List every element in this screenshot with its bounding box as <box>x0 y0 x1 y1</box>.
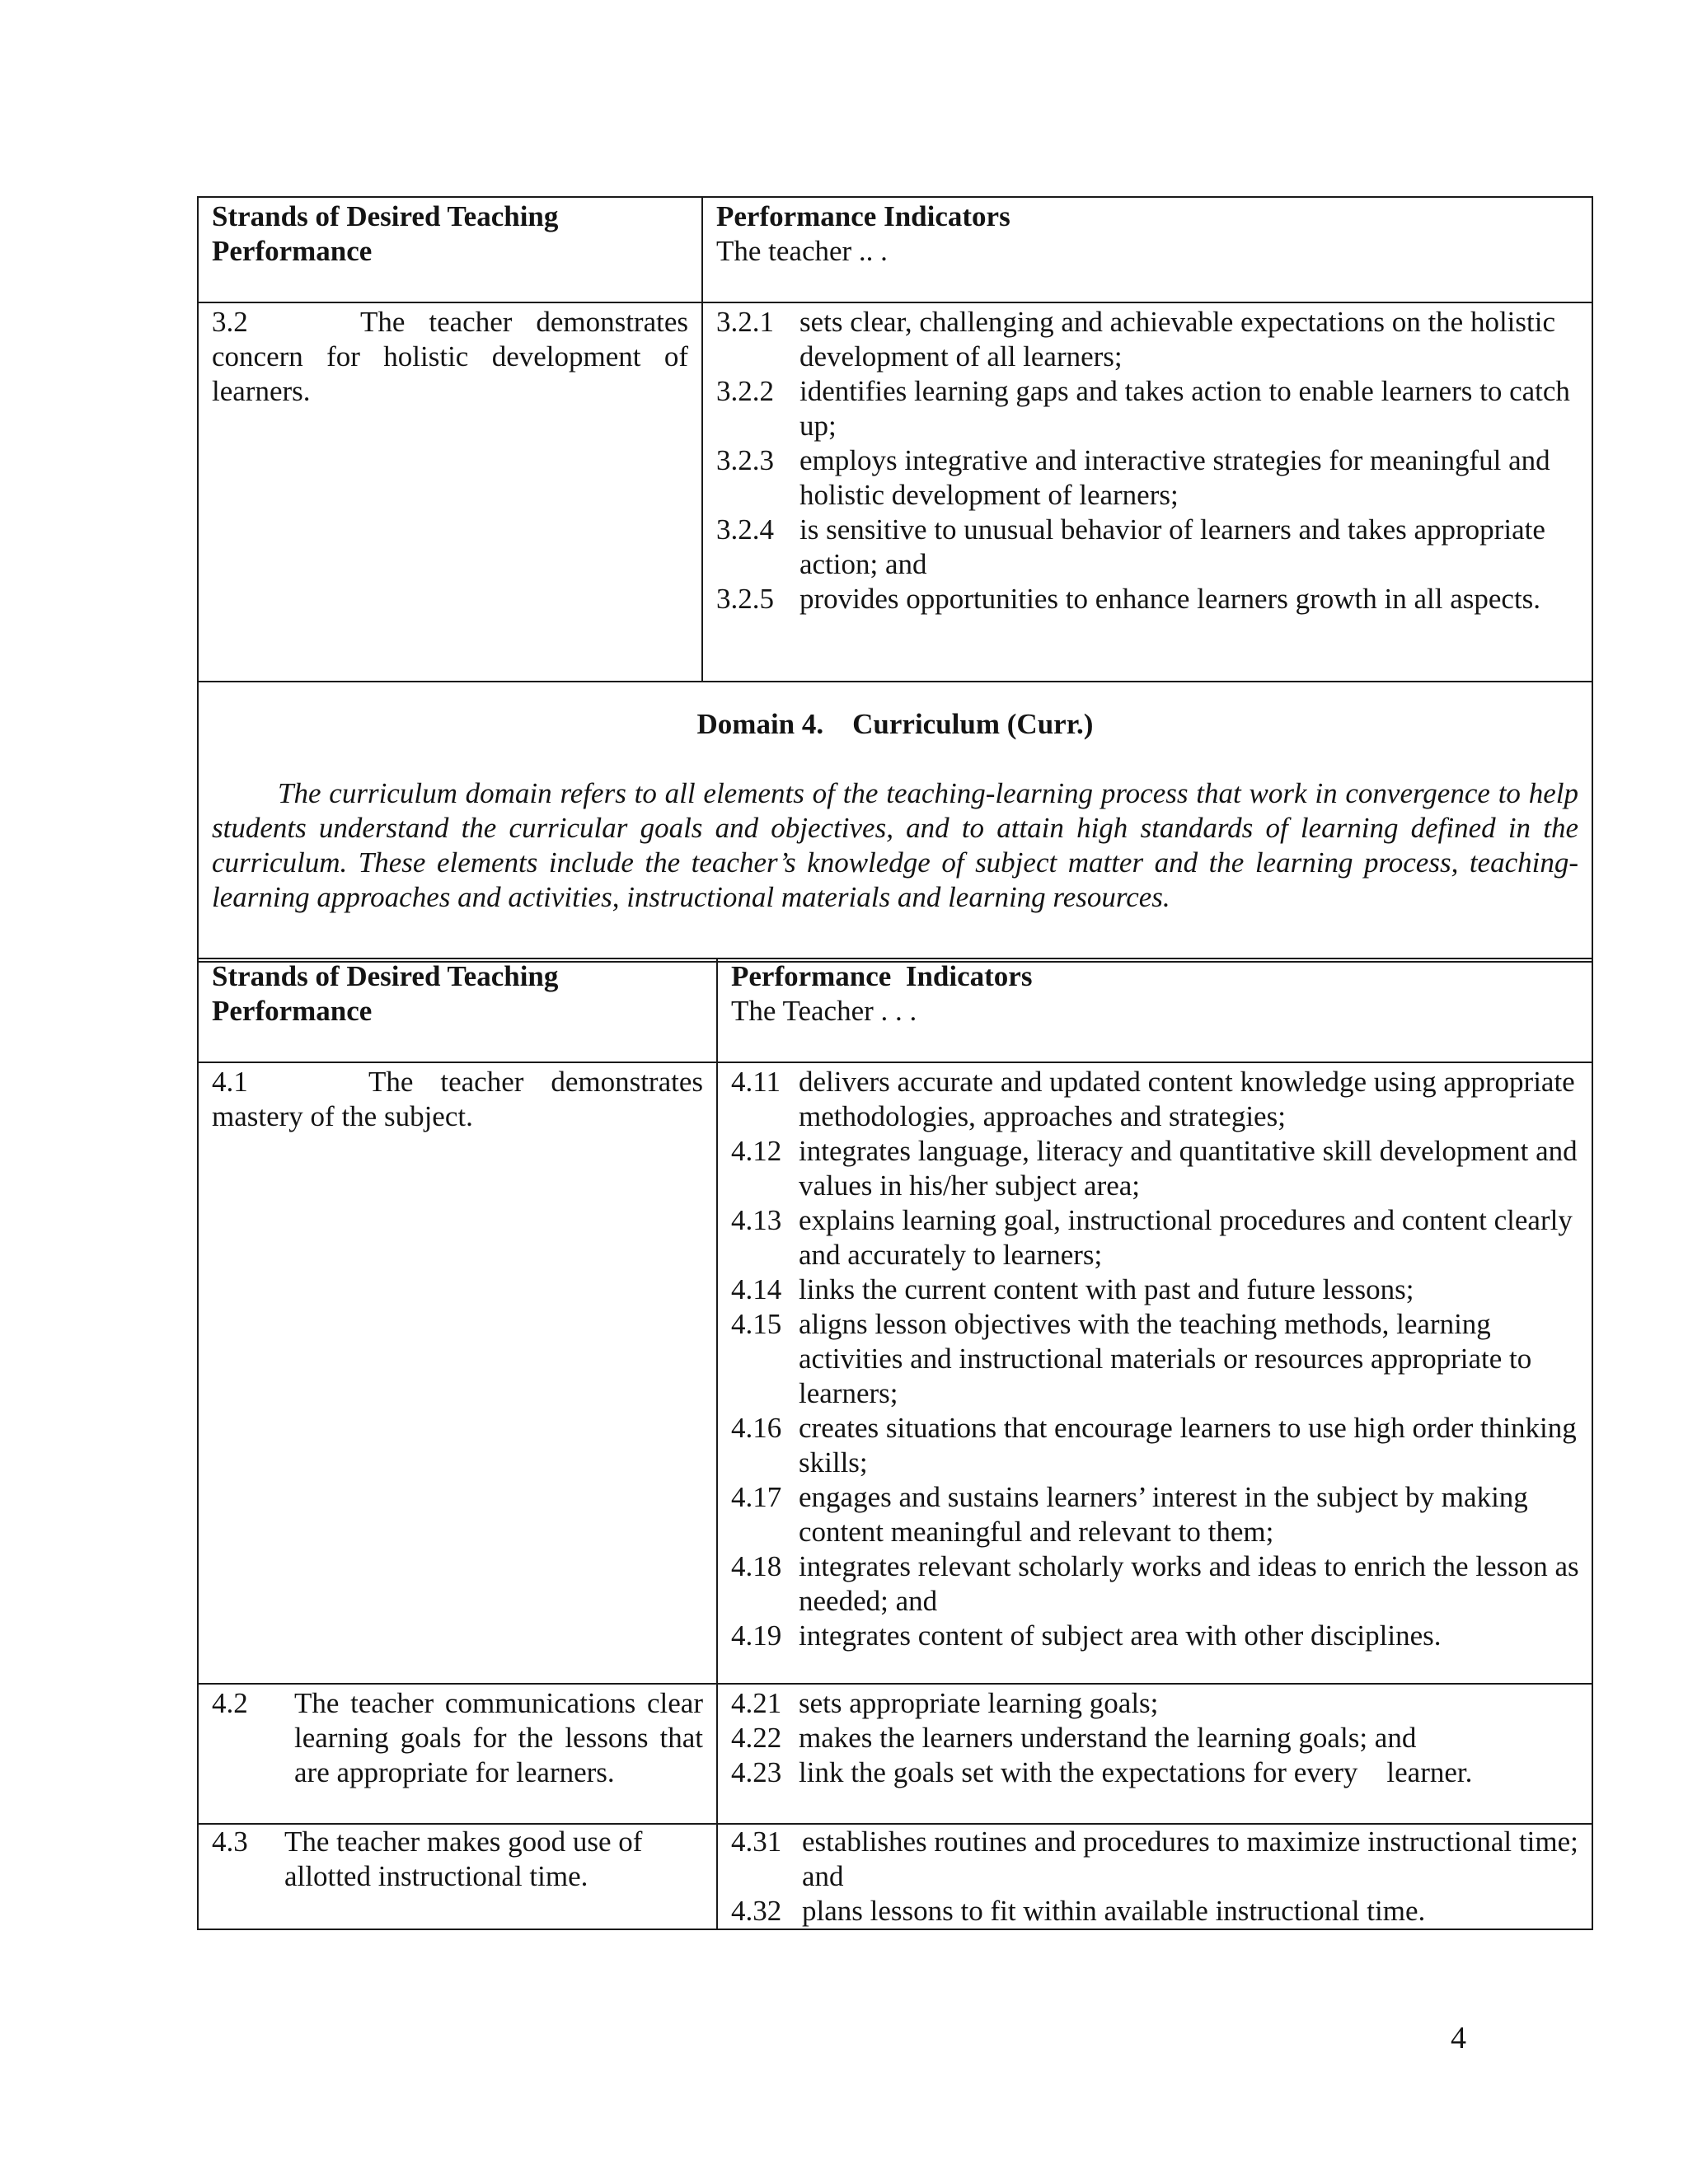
list-item: 4.16 creates situations that encourage learners to use high order thinking skills; <box>731 1412 1577 1479</box>
list-item: 4.15 aligns lesson objectives with the teaching methods, learning activities and instructional materials or resources appropriate to learners; <box>731 1308 1532 1409</box>
list-item: 4.22 makes the learners understand the learning goals; and <box>731 1722 1417 1754</box>
indicators-header: Performance Indicators <box>716 200 1010 232</box>
indicators-subheader: The teacher .. . <box>716 235 888 267</box>
list-item: 4.19 integrates content of subject area with other disciplines. <box>731 1619 1442 1652</box>
list-item: 4.23 link the goals set with the expectations for every learner. <box>731 1756 1473 1788</box>
strand-text: 4.2 The teacher communications clear learning goals for the lessons that are appropriate for learners. <box>212 1687 703 1788</box>
list-item: 3.2.5 provides opportunities to enhance learners growth in all aspects. <box>716 583 1541 615</box>
indicators-cell <box>703 303 1592 681</box>
table-row <box>199 1825 1592 1929</box>
list-item: 4.13 explains learning goal, instructional procedures and content clearly and accurately to learners; <box>731 1204 1573 1271</box>
indicators-cell <box>718 1063 1592 1683</box>
strand-text: 3.2 The teacher demonstrates concern for holistic development of learners. <box>212 306 688 407</box>
list-item: 3.2.3 employs integrative and interactive strategies for meaningful and holistic development of learners; <box>716 444 1550 511</box>
domain-title: Domain 4. Curriculum (Curr.) <box>696 708 1094 740</box>
strand-number: 4.2 <box>212 1687 248 1719</box>
strand-cell <box>199 1685 718 1823</box>
indicator-list <box>731 1065 1583 1653</box>
indicators-header-cell <box>718 959 1592 1062</box>
list-item: 4.14 links the current content with past and future lessons; <box>731 1273 1414 1305</box>
strands-header-cell <box>199 198 703 302</box>
table-header-row <box>199 198 1592 303</box>
strands-table-domain-4 <box>197 958 1593 1930</box>
strand-text: 4.1 The teacher demonstrates mastery of the subject. <box>212 1066 703 1132</box>
indicators-cell <box>718 1685 1592 1823</box>
list-item: 4.11 delivers accurate and updated content knowledge using appropriate methodologies, approaches and strategies; <box>731 1066 1575 1132</box>
list-item: 4.21 sets appropriate learning goals; <box>731 1687 1159 1719</box>
indicator-list <box>716 305 1583 616</box>
strand-number: 3.2 <box>212 306 248 338</box>
indicators-cell <box>718 1825 1592 1929</box>
table-row <box>199 1063 1592 1685</box>
strand-cell <box>199 1825 718 1929</box>
indicators-header-cell <box>703 198 1592 302</box>
indicator-list <box>731 1686 1583 1790</box>
table-row <box>199 303 1592 682</box>
strands-header-cell <box>199 959 718 1062</box>
indicators-subheader: The Teacher . . . <box>731 995 917 1027</box>
strands-header: Strands of Desired Teaching Performance <box>212 960 559 1027</box>
list-item: 3.2.4 is sensitive to unusual behavior of learners and takes appropriate action; and <box>716 513 1545 580</box>
indicator-list <box>731 1825 1583 1929</box>
table-row <box>199 1685 1592 1825</box>
indicators-header: Performance Indicators <box>731 960 1033 992</box>
strand-number: 4.3 <box>212 1825 248 1858</box>
list-item: 4.32 plans lessons to fit within available instructional time. <box>731 1895 1426 1927</box>
list-item: 4.18 integrates relevant scholarly works and ideas to enrich the lesson as needed; and <box>731 1550 1579 1617</box>
strands-table-domain-3 <box>197 196 1593 963</box>
domain-description: The curriculum domain refers to all elements of the teaching-learning process that work in convergence to help students understand the curricular goals and objectives, and to attain high standards of learning defined in the curriculum. These elements include the teacher’s knowledge of subject matter and the learning process, teaching-learning approaches and activities, instructional materials and learning resources. <box>212 777 1578 913</box>
strand-number: 4.1 <box>212 1066 248 1098</box>
strand-cell <box>199 303 703 681</box>
list-item: 3.2.1 sets clear, challenging and achievable expectations on the holistic development of all learners; <box>716 306 1556 373</box>
list-item: 4.17 engages and sustains learners’ interest in the subject by making content meaningful and relevant to them; <box>731 1481 1528 1548</box>
list-item: 3.2.2 identifies learning gaps and takes action to enable learners to catch up; <box>716 375 1570 442</box>
list-item: 4.12 integrates language, literacy and quantitative skill development and values in his/her subject area; <box>731 1135 1578 1202</box>
list-item: 4.31 establishes routines and procedures to maximize instructional time; and <box>731 1825 1578 1892</box>
page-number: 4 <box>1451 2021 1466 2055</box>
strand-cell <box>199 1063 718 1683</box>
strands-header: Strands of Desired Teaching Performance <box>212 200 559 267</box>
table-header-row <box>199 959 1592 1063</box>
strand-text: 4.3 The teacher makes good use of allotted instructional time. <box>212 1825 643 1892</box>
domain-cell <box>199 682 1592 915</box>
domain-row <box>199 682 1592 961</box>
